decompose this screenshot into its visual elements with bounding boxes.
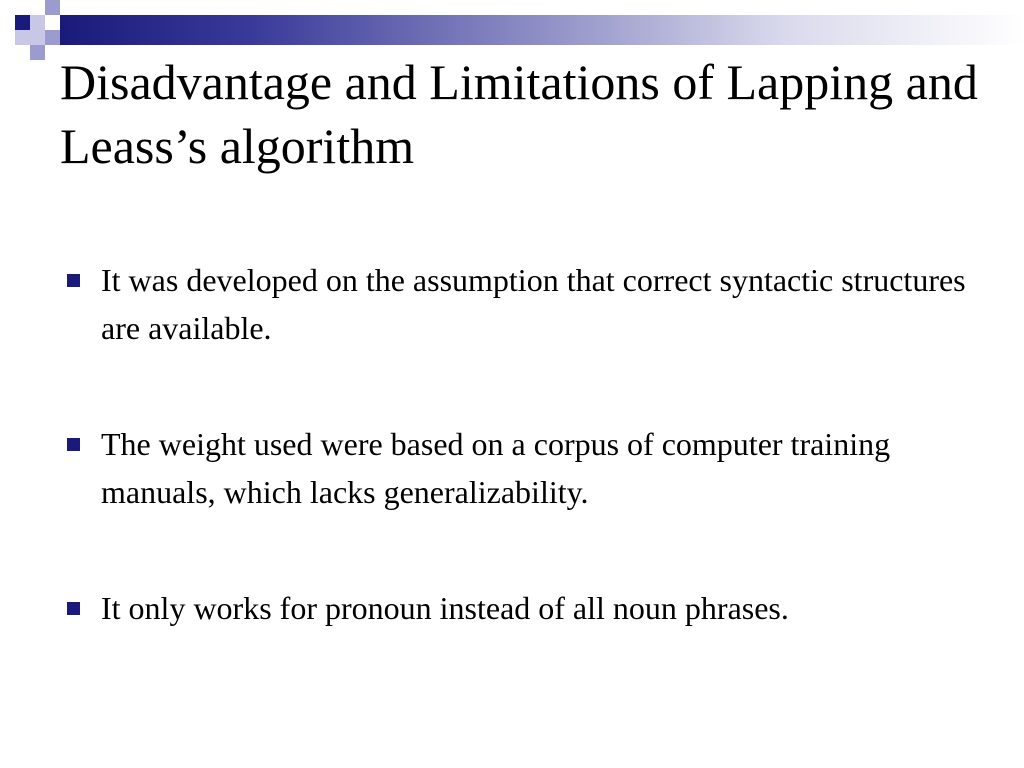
decorative-square-icon [30, 30, 45, 45]
bullet-item [60, 420, 980, 516]
square-bullet-icon [67, 602, 80, 615]
square-bullet-icon [67, 274, 80, 287]
bullet-item [60, 256, 980, 352]
slide-title: Disadvantage and Limitations of Lapping and Leass’s algorithm [60, 54, 978, 174]
bullet-text: The weight used were based on a corpus of computer training manuals, which lacks generalizability. [101, 426, 891, 510]
header-gradient-bar [60, 15, 1024, 45]
decorative-square-icon [45, 0, 60, 15]
bullet-text: It was developed on the assumption that correct syntactic structures are available. [101, 262, 966, 346]
decorative-square-icon [15, 15, 30, 30]
decorative-square-icon [45, 30, 60, 45]
decorative-square-icon [15, 30, 30, 45]
bullet-text: It only works for pronoun instead of all noun phrases. [101, 590, 789, 626]
bullet-item [60, 584, 980, 632]
decorative-square-icon [30, 45, 45, 60]
bullet-list [60, 256, 980, 632]
square-bullet-icon [67, 438, 80, 451]
decorative-square-icon [30, 15, 45, 30]
